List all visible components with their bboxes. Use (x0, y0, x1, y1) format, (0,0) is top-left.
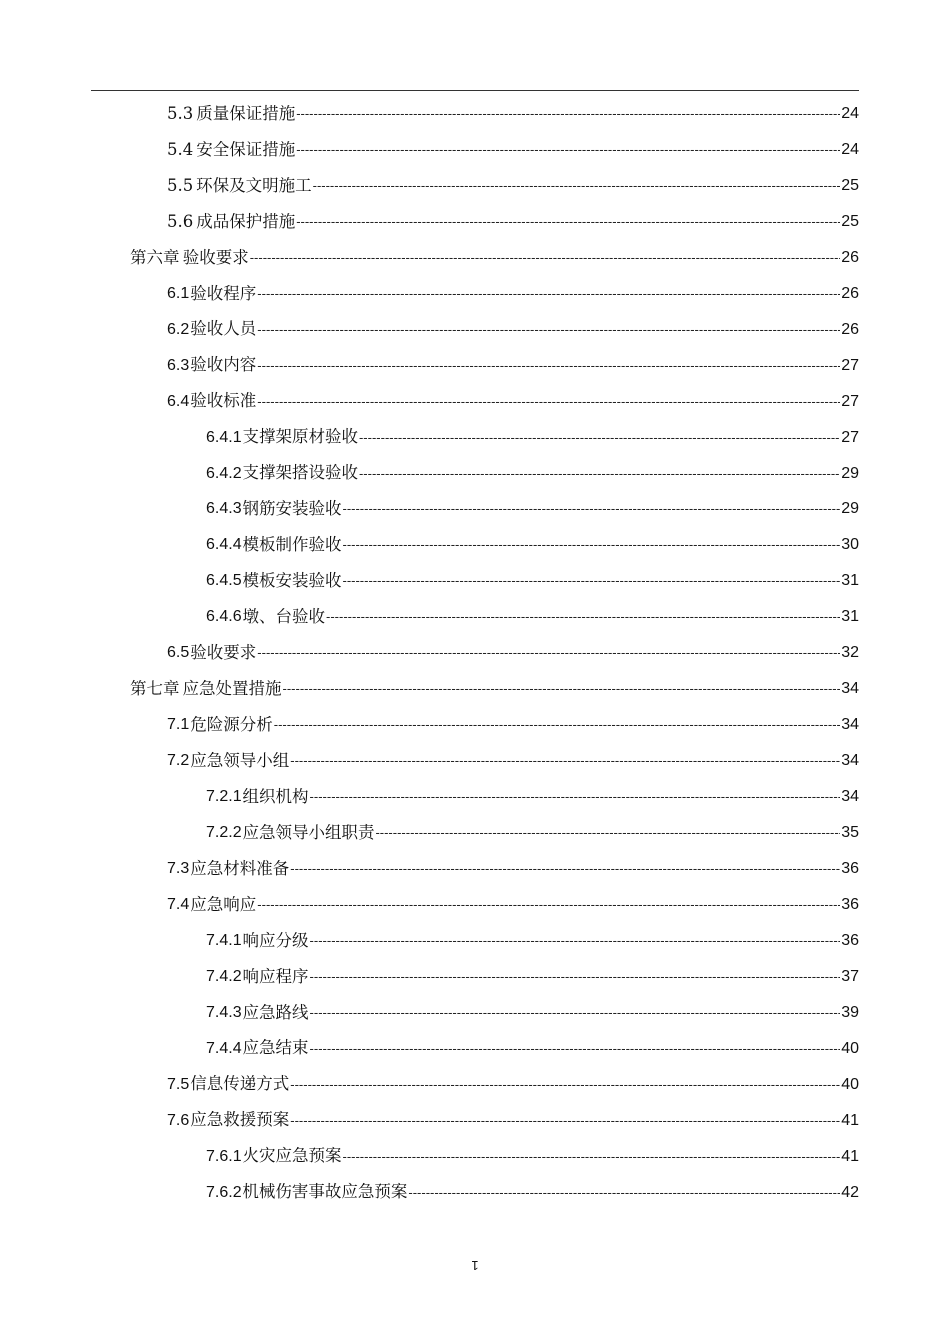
toc-entry[interactable] (0, 456, 859, 492)
toc-dot-leader (310, 933, 841, 949)
toc-entry-number: 6.3 (167, 356, 190, 374)
toc-dot-leader (257, 286, 840, 302)
toc-entry-number: 7.4.4 (206, 1039, 242, 1057)
toc-entry-number: 7.1 (167, 716, 190, 734)
toc-entry-number: 5.6 (167, 211, 194, 231)
toc-entry-title: 应急材料准备 (190, 858, 290, 878)
toc-entry-page: 40 (841, 1075, 859, 1093)
toc-entry-title: 机械伤害事故应急预案 (242, 1182, 408, 1202)
toc-entry[interactable] (0, 1103, 859, 1139)
toc-dot-leader (359, 430, 840, 446)
toc-dot-leader (274, 717, 840, 733)
toc-entry[interactable] (0, 671, 859, 707)
toc-entry-number: 6.5 (167, 644, 190, 662)
toc-entry[interactable] (0, 240, 859, 276)
toc-entry-number: 7.6.2 (206, 1183, 242, 1201)
toc-entry-number: 6.4 (167, 392, 190, 410)
toc-entry-number: 7.6.1 (206, 1147, 242, 1165)
toc-dot-leader (250, 250, 841, 266)
toc-entry-page: 37 (841, 967, 859, 985)
toc-dot-leader (310, 969, 841, 985)
toc-entry[interactable] (0, 563, 859, 599)
toc-entry-title: 响应分级 (242, 930, 309, 950)
toc-entry-page: 36 (841, 859, 859, 877)
toc-entry-title: 应急领导小组职责 (242, 822, 375, 842)
toc-entry-page: 31 (841, 572, 859, 590)
toc-entry-page: 34 (841, 716, 859, 734)
toc-dot-leader (310, 1041, 841, 1057)
toc-entry-title: 验收内容 (190, 355, 257, 375)
toc-entry-number: 6.1 (167, 284, 190, 302)
toc-entry[interactable] (0, 348, 859, 384)
toc-entry[interactable] (0, 420, 859, 456)
toc-entry-page: 26 (841, 248, 859, 266)
toc-entry-number: 5.3 (167, 103, 194, 123)
toc-entry-title: 验收人员 (190, 319, 257, 339)
toc-dot-leader (342, 1149, 840, 1165)
toc-dot-leader (257, 358, 840, 374)
toc-entry[interactable] (0, 815, 859, 851)
toc-entry-page: 29 (841, 500, 859, 518)
toc-entry-number: 5.5 (167, 175, 194, 195)
toc-dot-leader (310, 789, 841, 805)
toc-entry-number: 7.6 (167, 1111, 190, 1129)
toc-dot-leader (257, 645, 840, 661)
toc-entry-page: 36 (841, 931, 859, 949)
toc-entry-number: 7.4.2 (206, 967, 242, 985)
toc-entry-number: 6.2 (167, 320, 190, 338)
toc-entry-title: 钢筋安装验收 (242, 499, 342, 519)
toc-dot-leader (290, 861, 840, 877)
toc-entry[interactable] (0, 527, 859, 563)
toc-entry-title: 应急处置措施 (182, 678, 282, 698)
toc-entry-number: 第七章 (130, 678, 180, 698)
toc-entry-page: 42 (841, 1183, 859, 1201)
toc-entry-page: 27 (841, 392, 859, 410)
toc-entry-number: 6.4.3 (206, 500, 242, 518)
toc-entry-title: 成品保护措施 (196, 211, 296, 231)
toc-dot-leader (342, 573, 840, 589)
toc-entry[interactable] (0, 132, 859, 168)
toc-entry[interactable] (0, 1031, 859, 1067)
toc-entry-number: 7.4.3 (206, 1003, 242, 1021)
toc-entry-title: 应急结束 (242, 1038, 309, 1058)
toc-dot-leader (257, 897, 840, 913)
toc-entry-page: 25 (841, 212, 859, 230)
toc-entry[interactable] (0, 635, 859, 671)
toc-entry-page: 27 (841, 356, 859, 374)
toc-entry[interactable] (0, 599, 859, 635)
toc-dot-leader (257, 394, 840, 410)
toc-entry-number: 6.4.5 (206, 572, 242, 590)
toc-entry-title: 质量保证措施 (196, 103, 296, 123)
toc-entry-page: 29 (841, 464, 859, 482)
toc-dot-leader (310, 1005, 841, 1021)
toc-entry-title: 应急救援预案 (190, 1110, 290, 1130)
toc-entry[interactable] (0, 923, 859, 959)
toc-entry[interactable] (0, 1067, 859, 1103)
toc-entry[interactable] (0, 312, 859, 348)
toc-entry-page: 41 (841, 1147, 859, 1165)
toc-entry-title: 验收要求 (182, 247, 249, 267)
toc-dot-leader (257, 322, 840, 338)
toc-entry[interactable] (0, 276, 859, 312)
toc-entry-page: 31 (841, 608, 859, 626)
toc-dot-leader (290, 753, 840, 769)
toc-entry[interactable] (0, 743, 859, 779)
toc-entry[interactable] (0, 779, 859, 815)
toc-entry-number: 7.2 (167, 752, 190, 770)
toc-entry-title: 危险源分析 (190, 714, 273, 734)
toc-entry-page: 27 (841, 428, 859, 446)
toc-entry-title: 应急路线 (242, 1002, 309, 1022)
toc-entry[interactable] (0, 384, 859, 420)
toc-entry-page: 40 (841, 1039, 859, 1057)
toc-entry-title: 信息传递方式 (190, 1074, 290, 1094)
toc-entry-page: 41 (841, 1111, 859, 1129)
toc-dot-leader (326, 609, 840, 625)
toc-entry-title: 组织机构 (242, 786, 309, 806)
toc-dot-leader (313, 178, 841, 194)
toc-entry-page: 34 (841, 752, 859, 770)
toc-entry[interactable] (0, 1175, 859, 1211)
toc-dot-leader (342, 537, 840, 553)
toc-entry-title: 环保及文明施工 (196, 175, 312, 195)
toc-entry-title: 验收程序 (190, 283, 257, 303)
toc-entry[interactable] (0, 96, 859, 132)
toc-entry-title: 模板制作验收 (242, 535, 342, 555)
toc-entry-page: 35 (841, 824, 859, 841)
toc-entry-title: 安全保证措施 (196, 139, 296, 159)
toc-entry-title: 响应程序 (242, 966, 309, 986)
toc-entry-title: 支撑架搭设验收 (242, 463, 358, 483)
toc-entry-number: 第六章 (130, 247, 180, 267)
toc-entry-title: 验收要求 (190, 643, 257, 662)
toc-entry-number: 6.4.4 (206, 536, 242, 554)
header-rule (91, 90, 859, 91)
toc-entry-title: 模板安装验收 (242, 571, 342, 591)
toc-entry-number: 5.4 (167, 139, 194, 159)
toc-entry-title: 墩、台验收 (242, 607, 326, 627)
toc-entry-title: 火灾应急预案 (242, 1146, 342, 1166)
toc-dot-leader (290, 1077, 840, 1093)
toc-entry-page: 26 (841, 320, 859, 338)
toc-entry[interactable] (0, 491, 859, 527)
toc-entry[interactable] (0, 995, 859, 1031)
toc-entry-number: 7.3 (167, 859, 190, 877)
toc-entry-title: 应急领导小组 (190, 750, 290, 770)
toc-entry-page: 24 (841, 140, 859, 158)
toc-entry-page: 34 (841, 788, 859, 806)
toc-dot-leader (296, 142, 840, 158)
toc-entry-page: 26 (841, 284, 859, 302)
toc-entry-page: 36 (841, 895, 859, 913)
toc-entry-number: 6.4.1 (206, 428, 242, 446)
toc-entry-number: 7.4.1 (206, 931, 242, 949)
toc-entry-title: 验收标准 (190, 391, 257, 411)
toc-entry-page: 32 (841, 644, 859, 662)
toc-entry[interactable] (0, 707, 859, 743)
toc-entry-page: 34 (841, 680, 859, 698)
toc-dot-leader (290, 1113, 840, 1129)
toc-entry-number: 6.4.2 (206, 464, 242, 482)
toc-entry[interactable] (0, 204, 859, 240)
toc-entry-page: 24 (841, 105, 859, 122)
toc-dot-leader (359, 466, 840, 482)
toc-entry[interactable] (0, 1139, 859, 1175)
toc-entry[interactable] (0, 851, 859, 887)
toc-entry-number: 7.5 (167, 1075, 190, 1093)
toc-entry-number: 7.2.1 (206, 788, 242, 806)
toc-dot-leader (408, 1185, 840, 1201)
toc-entry-number: 7.4 (167, 895, 190, 913)
toc-entry-page: 25 (841, 176, 859, 194)
toc-dot-leader (296, 106, 840, 122)
toc-dot-leader (375, 825, 840, 841)
toc-entry[interactable] (0, 887, 859, 923)
toc-entry[interactable] (0, 959, 859, 995)
toc-entry-title: 支撑架原材验收 (242, 427, 358, 447)
toc-entry-number: 7.2.2 (206, 824, 242, 841)
toc-dot-leader (342, 501, 840, 517)
toc-entry-title: 应急响应 (190, 894, 257, 914)
toc-dot-leader (283, 681, 841, 697)
page-number: 1 (471, 1258, 479, 1273)
toc-dot-leader (296, 214, 840, 230)
toc-entry[interactable] (0, 168, 859, 204)
toc-entry-number: 6.4.6 (206, 608, 242, 626)
toc-entry-page: 30 (841, 536, 859, 554)
toc-entry-page: 39 (841, 1003, 859, 1021)
